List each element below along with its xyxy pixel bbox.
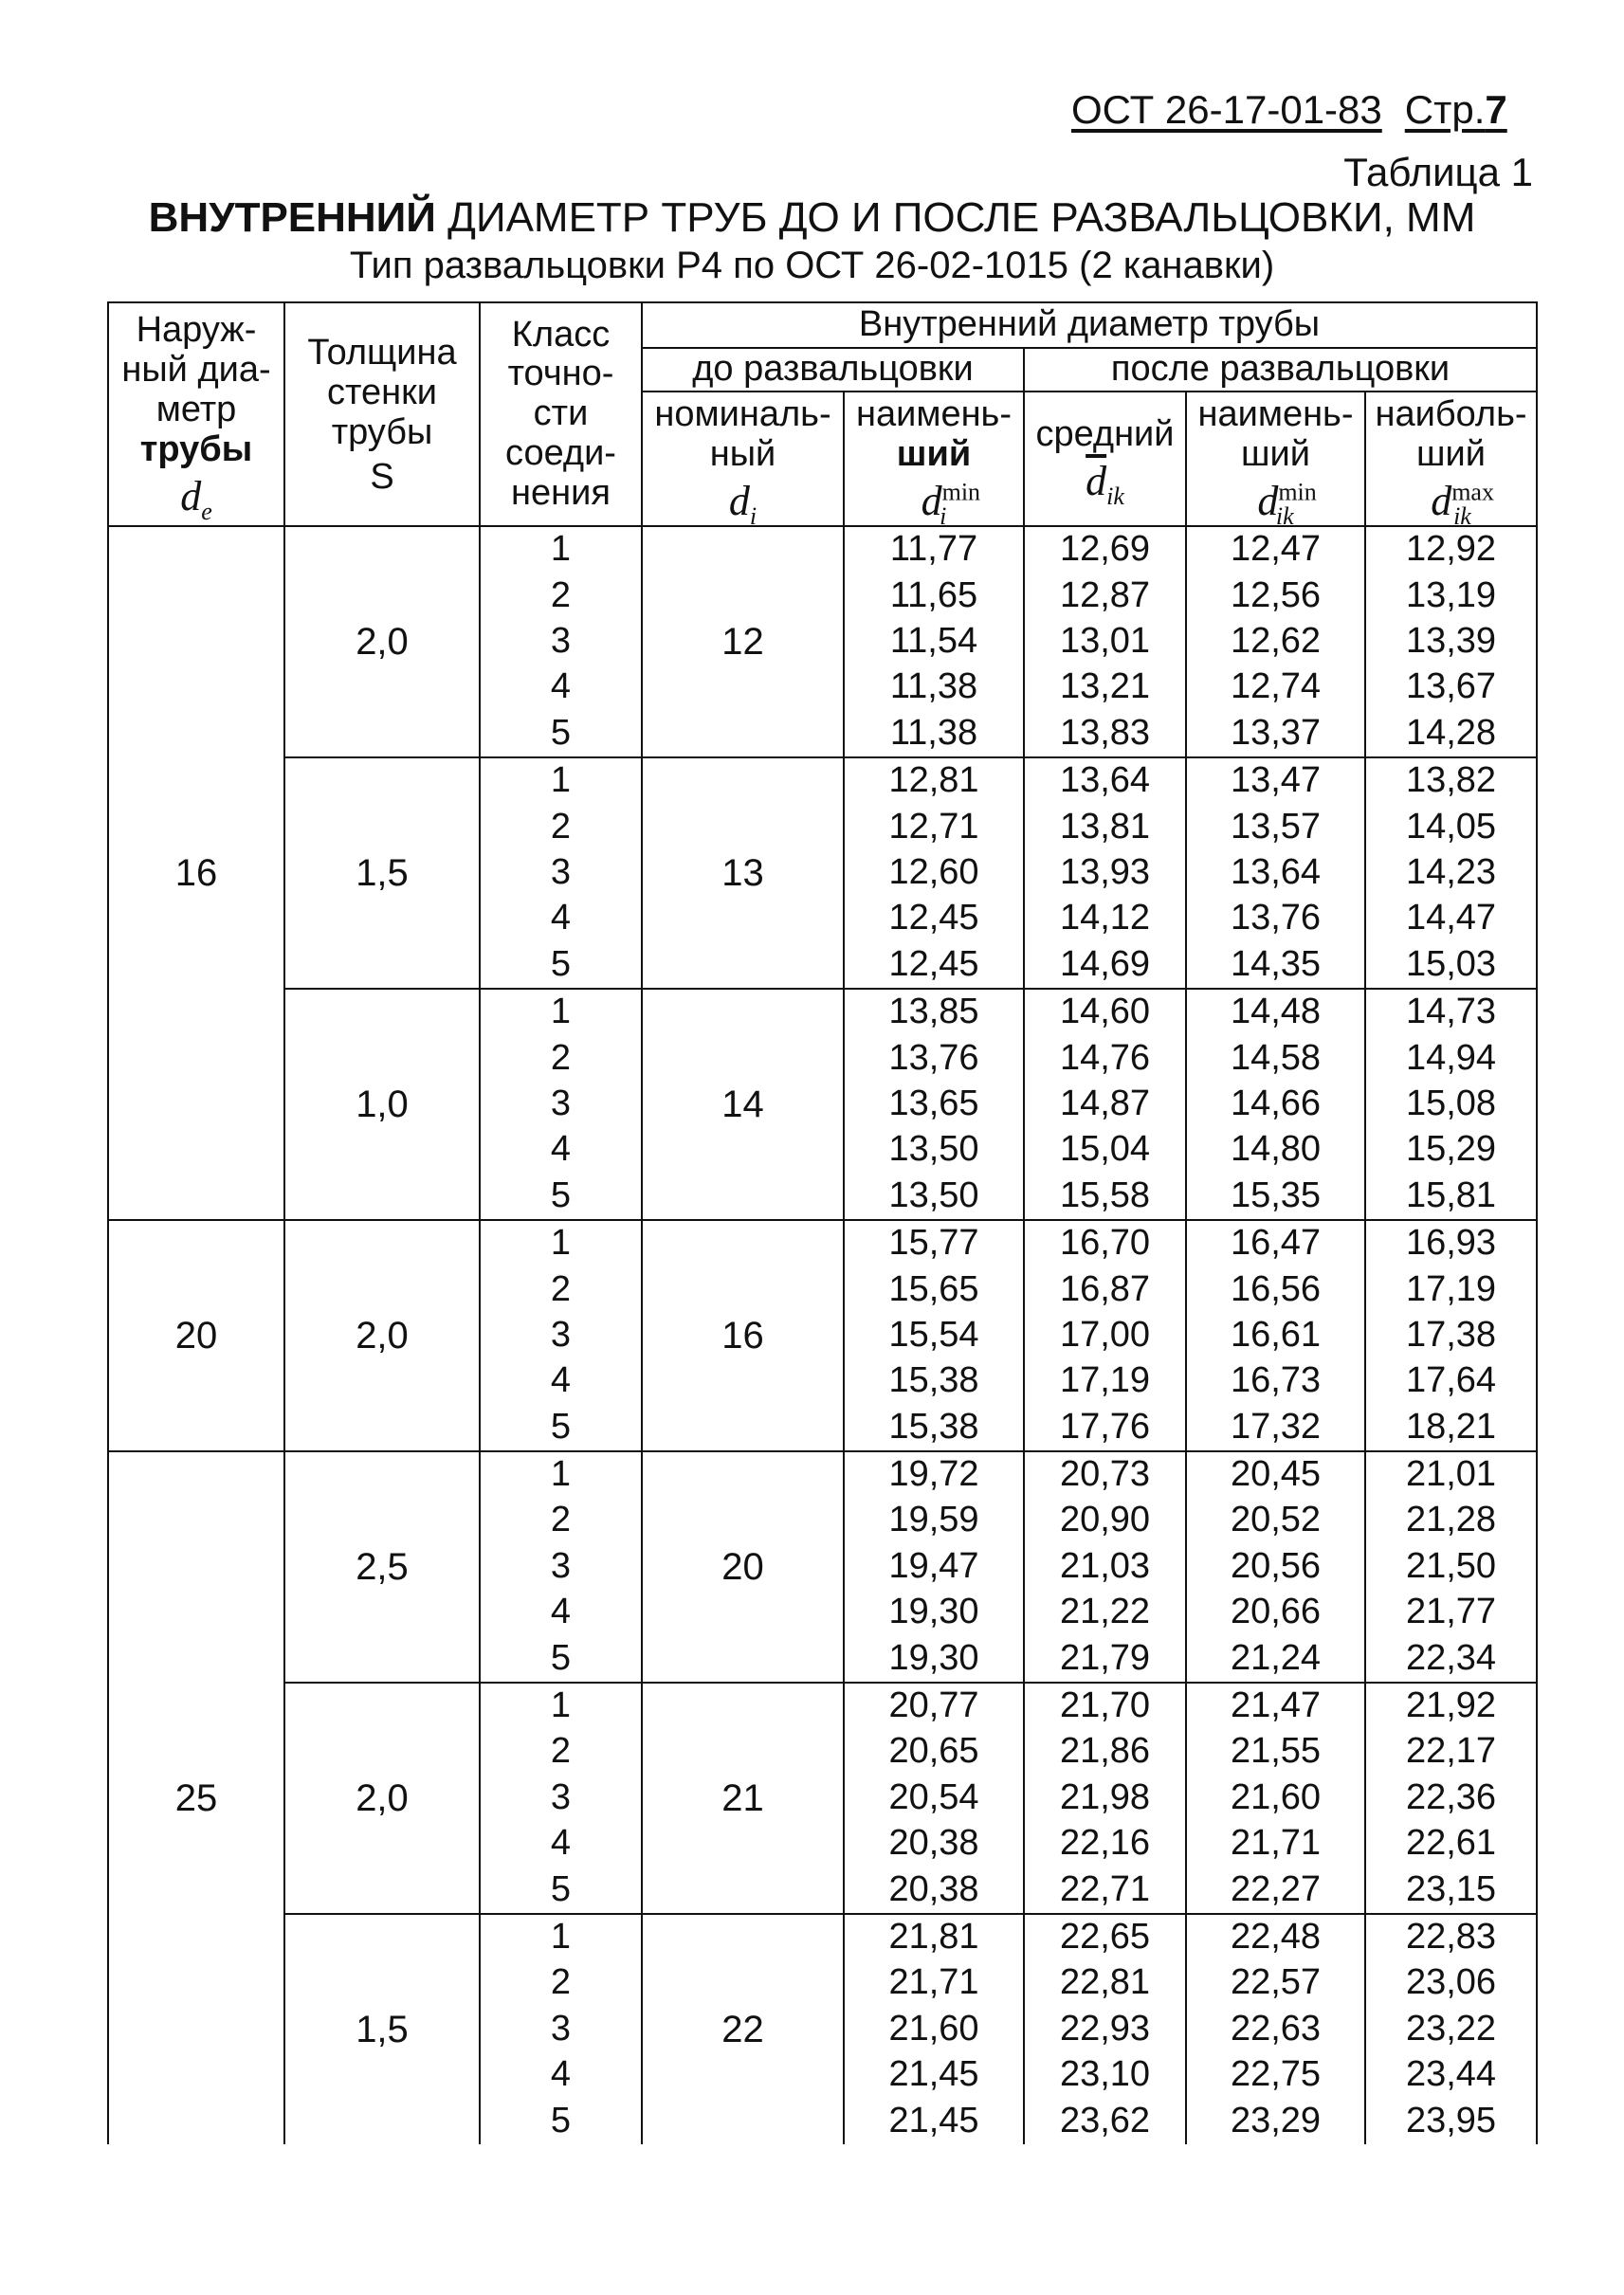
min-before-cell: 21,81 (844, 1914, 1024, 1960)
header-average (1024, 392, 1186, 526)
max-after-header-line: наиболь- (1375, 394, 1527, 435)
table-label: Таблица 1 (1343, 150, 1533, 194)
average-cell: 14,60 (1024, 989, 1186, 1035)
min-before-header-line: ший (896, 434, 972, 474)
accuracy-class-header-line: нения (511, 472, 611, 513)
average-cell: 13,01 (1024, 619, 1186, 665)
min-after-symbol-sup: min (1278, 478, 1317, 506)
max-after-cell: 13,19 (1365, 573, 1537, 618)
max-after-cell: 16,93 (1365, 1220, 1537, 1266)
min-before-cell: 19,30 (844, 1635, 1024, 1682)
wall-thickness-symbol: S (370, 456, 394, 497)
max-after-cell: 15,29 (1365, 1127, 1537, 1173)
max-after-cell: 13,39 (1365, 619, 1537, 665)
accuracy-class-cell: 5 (480, 1635, 642, 1682)
min-after-cell: 20,66 (1186, 1590, 1365, 1635)
min-after-cell: 13,57 (1186, 804, 1365, 849)
min-before-cell: 15,54 (844, 1313, 1024, 1358)
min-before-cell: 12,71 (844, 804, 1024, 849)
min-after-cell: 14,58 (1186, 1035, 1365, 1081)
accuracy-class-cell: 3 (480, 619, 642, 665)
outer-diameter-symbol-sub: e (201, 497, 212, 525)
header-accuracy-class (480, 302, 642, 526)
table-body (108, 526, 1537, 2144)
max-after-cell: 23,06 (1365, 1960, 1537, 2006)
min-before-cell: 15,38 (844, 1358, 1024, 1404)
average-cell: 13,93 (1024, 850, 1186, 896)
table-row (108, 989, 1537, 1035)
max-after-cell: 23,44 (1365, 2052, 1537, 2098)
nominal-header-line: номиналь- (654, 394, 831, 435)
accuracy-class-cell: 1 (480, 1220, 642, 1266)
max-after-cell: 22,34 (1365, 1635, 1537, 1682)
accuracy-class-cell: 1 (480, 757, 642, 804)
min-before-cell: 20,54 (844, 1776, 1024, 1821)
min-before-cell: 11,65 (844, 573, 1024, 618)
min-before-cell: 13,76 (844, 1035, 1024, 1081)
accuracy-class-cell: 1 (480, 1451, 642, 1498)
average-cell: 20,90 (1024, 1498, 1186, 1543)
min-before-symbol (845, 477, 1023, 530)
wall-thickness-cell: 2,0 (284, 1683, 480, 1914)
max-after-cell: 14,73 (1365, 989, 1537, 1035)
min-after-cell: 21,60 (1186, 1776, 1365, 1821)
max-after-cell: 15,08 (1365, 1082, 1537, 1127)
min-after-cell: 12,56 (1186, 573, 1365, 618)
min-before-cell: 15,38 (844, 1404, 1024, 1450)
min-after-cell: 14,66 (1186, 1082, 1365, 1127)
header-max-after (1365, 392, 1537, 530)
max-after-cell: 15,81 (1365, 1173, 1537, 1219)
accuracy-class-header-line: сти (533, 393, 589, 434)
nominal-cell: 12 (642, 526, 844, 757)
table-row (108, 1683, 1537, 1729)
max-after-symbol (1366, 477, 1536, 530)
min-after-cell: 22,27 (1186, 1867, 1365, 1913)
average-cell: 14,12 (1024, 896, 1186, 941)
nominal-cell: 14 (642, 989, 844, 1220)
accuracy-class-header-line: точно- (507, 354, 614, 394)
max-after-cell: 21,92 (1365, 1683, 1537, 1729)
accuracy-class-cell: 4 (480, 1358, 642, 1404)
min-before-cell: 13,85 (844, 989, 1024, 1035)
table-row (108, 526, 1537, 573)
min-before-cell: 11,54 (844, 619, 1024, 665)
max-after-cell: 23,95 (1365, 2098, 1537, 2143)
min-before-cell: 21,45 (844, 2098, 1024, 2143)
min-after-header-line: наимень- (1197, 394, 1354, 435)
average-cell: 22,65 (1024, 1914, 1186, 1960)
min-after-cell: 22,63 (1186, 2007, 1365, 2052)
table-row (108, 1220, 1537, 1266)
table-header (108, 302, 1537, 530)
outer-diameter-header-line: трубы (139, 428, 253, 469)
nominal-symbol (643, 477, 843, 530)
min-before-cell: 11,38 (844, 665, 1024, 710)
diameter-table (107, 301, 1538, 2144)
min-before-cell: 13,50 (844, 1173, 1024, 1219)
average-cell: 21,70 (1024, 1683, 1186, 1729)
outer-diameter-header-line: ный диа- (121, 350, 271, 391)
nominal-header-line: ный (709, 434, 776, 474)
accuracy-class-cell: 2 (480, 1960, 642, 2006)
average-cell: 22,81 (1024, 1960, 1186, 2006)
header-nominal (642, 392, 844, 530)
min-after-cell: 12,74 (1186, 665, 1365, 710)
min-after-cell: 21,47 (1186, 1683, 1365, 1729)
accuracy-class-cell: 2 (480, 804, 642, 849)
nominal-symbol-base: d (728, 477, 750, 524)
min-after-cell: 22,57 (1186, 1960, 1365, 2006)
min-after-cell: 14,80 (1186, 1127, 1365, 1173)
accuracy-class-cell: 3 (480, 2007, 642, 2052)
min-after-cell: 16,73 (1186, 1358, 1365, 1404)
min-before-symbol-base: d (921, 477, 942, 524)
max-after-cell: 14,47 (1365, 896, 1537, 941)
min-before-cell: 12,60 (844, 850, 1024, 896)
nominal-cell: 21 (642, 1683, 844, 1914)
accuracy-class-cell: 2 (480, 1266, 642, 1312)
nominal-cell: 13 (642, 757, 844, 989)
average-cell: 17,00 (1024, 1313, 1186, 1358)
min-after-symbol (1187, 477, 1364, 530)
min-after-cell: 14,48 (1186, 989, 1365, 1035)
min-after-cell: 20,45 (1186, 1451, 1365, 1498)
average-cell: 21,98 (1024, 1776, 1186, 1821)
accuracy-class-cell: 1 (480, 526, 642, 573)
outer-diameter-cell: 25 (108, 1451, 284, 2144)
nominal-cell: 16 (642, 1220, 844, 1451)
page-number: 7 (1485, 87, 1507, 132)
min-before-cell: 21,60 (844, 2007, 1024, 2052)
min-before-cell: 19,72 (844, 1451, 1024, 1498)
min-before-cell: 11,38 (844, 711, 1024, 757)
accuracy-class-cell: 3 (480, 850, 642, 896)
page-subtitle: Тип развальцовки Р4 по ОСТ 26-02-1015 (2 канавки) (349, 245, 1275, 286)
min-before-cell: 19,59 (844, 1498, 1024, 1543)
average-cell: 12,87 (1024, 573, 1186, 618)
min-before-cell: 20,38 (844, 1867, 1024, 1913)
min-before-cell: 12,45 (844, 942, 1024, 989)
average-symbol (1025, 457, 1185, 510)
title-rest: ДИАМЕТР ТРУБ ДО И ПОСЛЕ РАЗВАЛЬЦОВКИ, ММ (435, 194, 1476, 241)
document-code: ОСТ 26-17-01-83 (1071, 87, 1382, 132)
accuracy-class-cell: 5 (480, 1173, 642, 1219)
min-after-cell: 13,37 (1186, 711, 1365, 757)
accuracy-class-cell: 1 (480, 1683, 642, 1729)
page-title (0, 194, 1624, 242)
average-cell: 13,64 (1024, 757, 1186, 804)
wall-thickness-cell: 2,0 (284, 1220, 480, 1451)
max-after-cell: 15,03 (1365, 942, 1537, 989)
min-before-cell: 13,50 (844, 1127, 1024, 1173)
max-after-symbol-sup: max (1451, 478, 1494, 506)
min-before-cell: 12,45 (844, 896, 1024, 941)
max-after-symbol-sub: ik (1453, 501, 1471, 530)
header-after-flaring: после развальцовки (1024, 348, 1537, 392)
min-before-cell: 12,81 (844, 757, 1024, 804)
min-before-cell: 19,30 (844, 1590, 1024, 1635)
accuracy-class-cell: 5 (480, 711, 642, 757)
average-cell: 17,19 (1024, 1358, 1186, 1404)
outer-diameter-header-line: метр (155, 390, 237, 429)
wall-thickness-header-line: стенки (327, 373, 437, 413)
table-row (108, 1914, 1537, 1960)
header-before-flaring: до развальцовки (642, 348, 1024, 392)
accuracy-class-cell: 4 (480, 665, 642, 710)
wall-thickness-cell: 1,5 (284, 757, 480, 989)
header-min-after (1186, 392, 1365, 530)
average-cell: 14,76 (1024, 1035, 1186, 1081)
min-before-cell: 11,77 (844, 526, 1024, 573)
max-after-cell: 23,22 (1365, 2007, 1537, 2052)
accuracy-class-header-line: Класс (511, 314, 611, 355)
average-cell: 21,86 (1024, 1729, 1186, 1775)
min-after-cell: 12,47 (1186, 526, 1365, 573)
accuracy-class-cell: 5 (480, 1404, 642, 1450)
average-cell: 16,70 (1024, 1220, 1186, 1266)
average-cell: 21,79 (1024, 1635, 1186, 1682)
accuracy-class-cell: 3 (480, 1544, 642, 1590)
wall-thickness-cell: 2,5 (284, 1451, 480, 1683)
min-before-cell: 21,45 (844, 2052, 1024, 2098)
average-cell: 22,16 (1024, 1821, 1186, 1867)
average-cell: 14,69 (1024, 942, 1186, 989)
accuracy-class-cell: 4 (480, 1590, 642, 1635)
max-after-cell: 17,38 (1365, 1313, 1537, 1358)
max-after-cell: 22,61 (1365, 1821, 1537, 1867)
average-cell: 17,76 (1024, 1404, 1186, 1450)
min-after-cell: 22,75 (1186, 2052, 1365, 2098)
average-cell: 12,69 (1024, 526, 1186, 573)
average-cell: 21,22 (1024, 1590, 1186, 1635)
average-cell: 23,62 (1024, 2098, 1186, 2143)
min-after-cell: 12,62 (1186, 619, 1365, 665)
min-after-cell: 14,35 (1186, 942, 1365, 989)
accuracy-class-cell: 2 (480, 1035, 642, 1081)
average-cell: 20,73 (1024, 1451, 1186, 1498)
accuracy-class-cell: 1 (480, 989, 642, 1035)
average-symbol-sub: ik (1106, 482, 1124, 510)
average-cell: 14,87 (1024, 1082, 1186, 1127)
average-cell: 22,71 (1024, 1867, 1186, 1913)
accuracy-class-cell: 3 (480, 1313, 642, 1358)
outer-diameter-header-line: Наруж- (136, 310, 257, 351)
header-wall-thickness (284, 302, 480, 526)
header-outer-diameter (108, 302, 284, 526)
min-after-cell: 17,32 (1186, 1404, 1365, 1450)
max-after-cell: 22,36 (1365, 1776, 1537, 1821)
average-cell: 21,03 (1024, 1544, 1186, 1590)
wall-thickness-header-line: Толщина (307, 333, 457, 373)
accuracy-class-cell: 2 (480, 1498, 642, 1543)
nominal-cell: 22 (642, 1914, 844, 2144)
accuracy-class-header-line: соеди- (505, 432, 616, 473)
max-after-cell: 18,21 (1365, 1404, 1537, 1450)
outer-diameter-cell: 20 (108, 1220, 284, 1451)
max-after-cell: 12,92 (1365, 526, 1537, 573)
nominal-cell: 20 (642, 1451, 844, 1683)
accuracy-class-cell: 2 (480, 573, 642, 618)
min-before-symbol-sub: i (940, 501, 947, 530)
nominal-symbol-sub: i (749, 501, 757, 530)
min-after-cell: 22,48 (1186, 1914, 1365, 1960)
accuracy-class-cell: 3 (480, 1082, 642, 1127)
min-after-cell: 16,47 (1186, 1220, 1365, 1266)
average-header-line: средний (1035, 414, 1175, 455)
max-after-cell: 14,23 (1365, 850, 1537, 896)
min-before-cell: 15,65 (844, 1266, 1024, 1312)
table-row (108, 1451, 1537, 1498)
max-after-cell: 22,83 (1365, 1914, 1537, 1960)
min-after-cell: 16,61 (1186, 1313, 1365, 1358)
min-after-cell: 20,52 (1186, 1498, 1365, 1543)
min-after-cell: 13,76 (1186, 896, 1365, 941)
min-before-cell: 20,38 (844, 1821, 1024, 1867)
min-after-cell: 20,56 (1186, 1544, 1365, 1590)
accuracy-class-cell: 5 (480, 2098, 642, 2143)
average-cell: 13,83 (1024, 711, 1186, 757)
max-after-cell: 22,17 (1365, 1729, 1537, 1775)
max-after-symbol-base: d (1431, 477, 1452, 524)
average-cell: 23,10 (1024, 2052, 1186, 2098)
min-after-cell: 16,56 (1186, 1266, 1365, 1312)
min-before-cell: 20,77 (844, 1683, 1024, 1729)
max-after-cell: 21,50 (1365, 1544, 1537, 1590)
accuracy-class-cell: 4 (480, 1127, 642, 1173)
max-after-cell: 23,15 (1365, 1867, 1537, 1913)
max-after-cell: 17,64 (1365, 1358, 1537, 1404)
accuracy-class-cell: 4 (480, 896, 642, 941)
average-symbol-base: $\overline{d}$ (1086, 457, 1107, 504)
accuracy-class-cell: 5 (480, 1867, 642, 1913)
min-before-cell: 20,65 (844, 1729, 1024, 1775)
accuracy-class-cell: 4 (480, 2052, 642, 2098)
wall-thickness-header-line: трубы (331, 411, 433, 452)
max-after-cell: 17,19 (1365, 1266, 1537, 1312)
min-before-cell: 21,71 (844, 1960, 1024, 2006)
wall-thickness-cell: 1,5 (284, 1914, 480, 2144)
min-before-symbol-sup: min (941, 478, 981, 506)
min-before-cell: 13,65 (844, 1082, 1024, 1127)
max-after-header-line: ший (1416, 434, 1486, 474)
min-after-cell: 23,29 (1186, 2098, 1365, 2143)
wall-thickness-cell: 1,0 (284, 989, 480, 1220)
min-after-cell: 13,64 (1186, 850, 1365, 896)
max-after-cell: 14,05 (1365, 804, 1537, 849)
max-after-cell: 14,94 (1365, 1035, 1537, 1081)
min-after-cell: 15,35 (1186, 1173, 1365, 1219)
average-cell: 16,87 (1024, 1266, 1186, 1312)
accuracy-class-cell: 5 (480, 942, 642, 989)
min-after-symbol-base: d (1257, 477, 1279, 524)
min-after-symbol-sub: ik (1275, 501, 1294, 530)
min-before-header-line: наимень- (855, 394, 1013, 435)
max-after-cell: 14,28 (1365, 711, 1537, 757)
header-min-before (844, 392, 1024, 530)
page-prefix: Стр. (1404, 87, 1486, 132)
header-inner-diameter: Внутренний диаметр трубы (642, 302, 1537, 348)
min-before-cell: 15,77 (844, 1220, 1024, 1266)
accuracy-class-cell: 3 (480, 1776, 642, 1821)
accuracy-class-cell: 4 (480, 1821, 642, 1867)
average-cell: 22,93 (1024, 2007, 1186, 2052)
max-after-cell: 21,28 (1365, 1498, 1537, 1543)
max-after-cell: 21,77 (1365, 1590, 1537, 1635)
outer-diameter-symbol-base: d (180, 472, 202, 519)
document-reference (1071, 87, 1507, 133)
outer-diameter-symbol (109, 472, 283, 525)
wall-thickness-cell: 2,0 (284, 526, 480, 757)
average-cell: 13,81 (1024, 804, 1186, 849)
max-after-cell: 13,67 (1365, 665, 1537, 710)
min-after-header-line: ший (1241, 434, 1310, 474)
max-after-cell: 21,01 (1365, 1451, 1537, 1498)
min-after-cell: 21,24 (1186, 1635, 1365, 1682)
min-after-cell: 13,47 (1186, 757, 1365, 804)
average-cell: 15,04 (1024, 1127, 1186, 1173)
max-after-cell: 13,82 (1365, 757, 1537, 804)
average-cell: 13,21 (1024, 665, 1186, 710)
min-after-cell: 21,55 (1186, 1729, 1365, 1775)
average-cell: 15,58 (1024, 1173, 1186, 1219)
min-after-cell: 21,71 (1186, 1821, 1365, 1867)
accuracy-class-cell: 1 (480, 1914, 642, 1960)
page-number-label (1405, 87, 1507, 132)
min-before-cell: 19,47 (844, 1544, 1024, 1590)
accuracy-class-cell: 2 (480, 1729, 642, 1775)
title-first-word: ВНУТРЕННИЙ (148, 194, 436, 241)
table-row (108, 757, 1537, 804)
outer-diameter-cell: 16 (108, 526, 284, 1220)
